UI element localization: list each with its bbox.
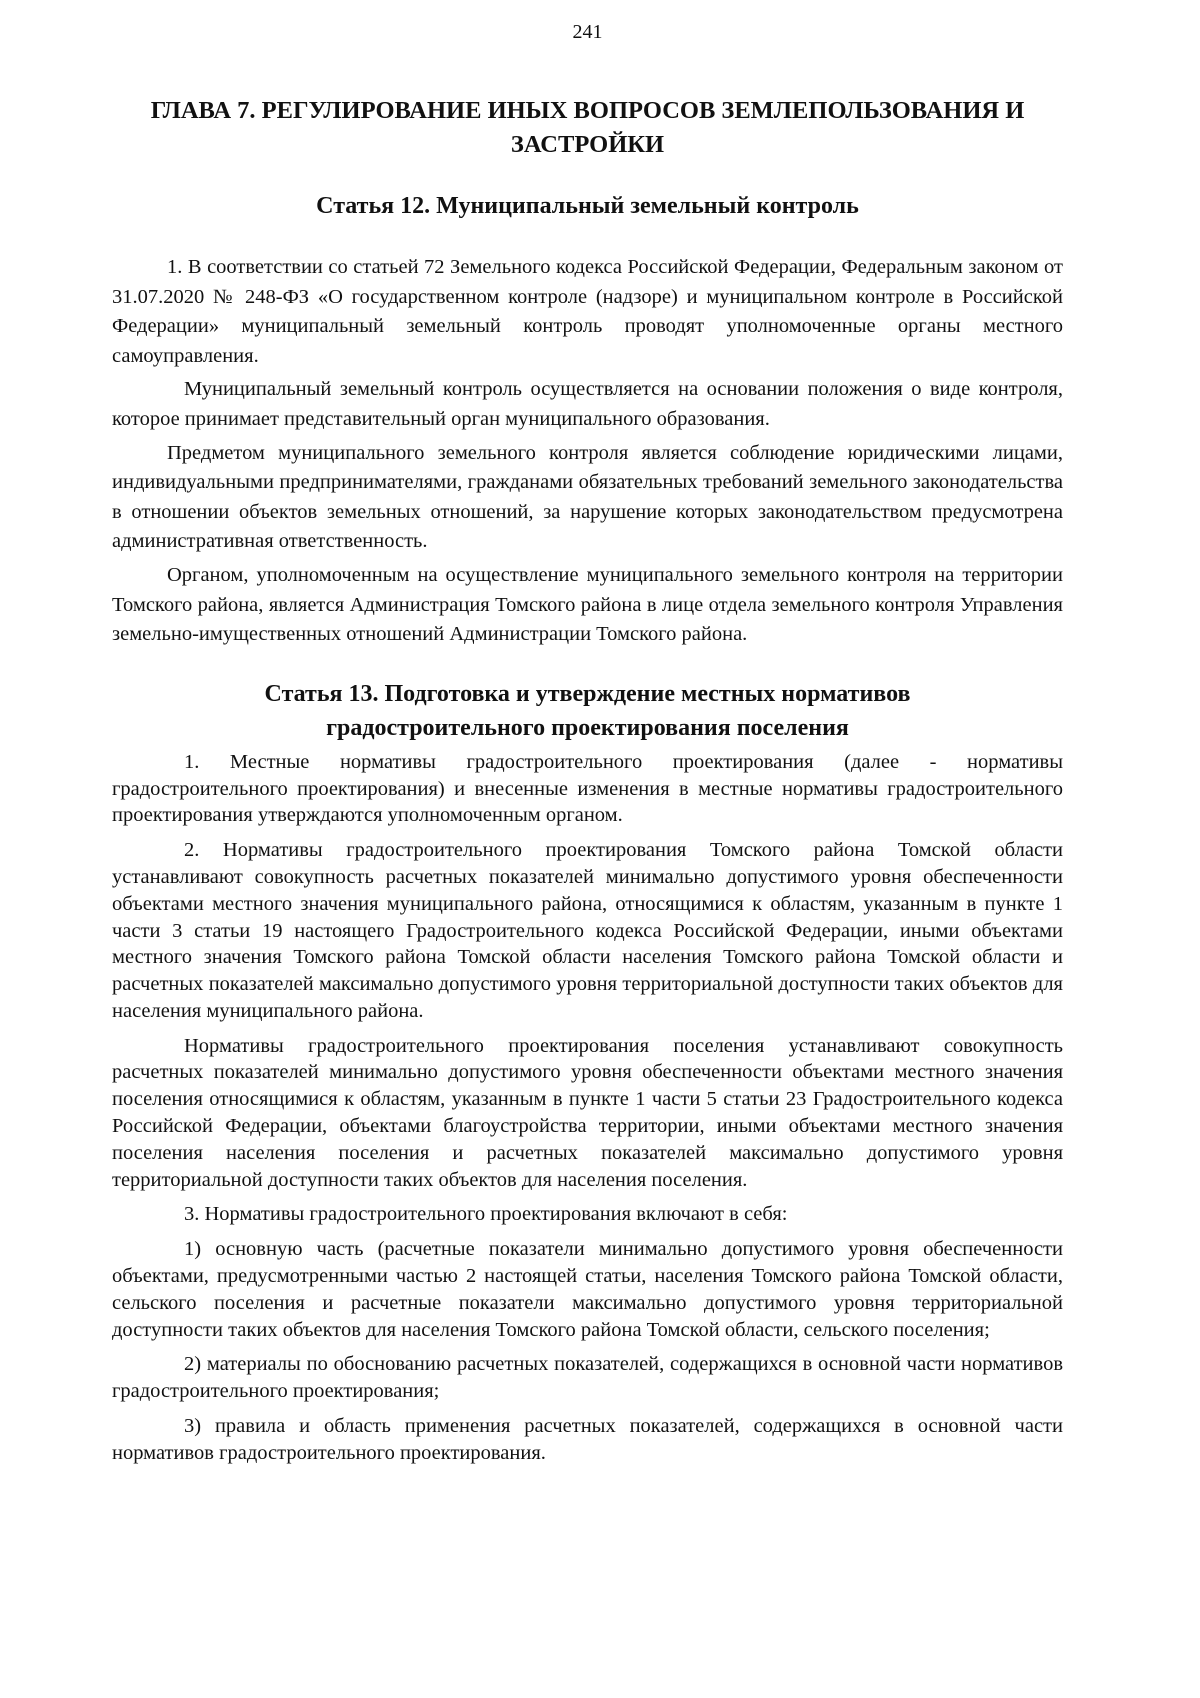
article-13-paragraph-1: 1. Местные нормативы градостроительного проектирования (далее - нормативы градостроительного проектирования) и внесенные изменения в местные нормативы градостроительного проектирования утверждаются уполномоченным органом. <box>112 750 1063 827</box>
article-12-paragraph-1: 1. В соответствии со статьей 72 Земельного кодекса Российской Федерации, Федеральным законом от 31.07.2020 № 248-ФЗ «О государственном контроле (надзоре) и муниципальном контроле в Российской Федерации» муниципальный земельный контроль проводят уполномоченные органы местного самоуправления. <box>112 256 1063 367</box>
page-number: 241 <box>572 21 603 43</box>
article-12-title: Статья 12. Муниципальный земельный контроль <box>316 193 859 219</box>
article-13-body <box>112 749 1063 1467</box>
article-13-paragraph-4: 3. Нормативы градостроительного проектирования включают в себя: <box>184 1203 788 1226</box>
article-13-title-line-1: Статья 13. Подготовка и утверждение местных нормативов <box>264 680 911 707</box>
article-12-paragraph-3: Предметом муниципального земельного контроля является соблюдение юридическими лицами, индивидуальными предпринимателями, гражданами обязательных требований земельного законодательства в отношении объектов земельных отношений, за нарушение которых законодательством предусмотрена административная ответственность. <box>112 441 1063 553</box>
article-12-body <box>112 253 1063 650</box>
article-13-title <box>112 677 1063 745</box>
article-12-paragraph-2: Муниципальный земельный контроль осуществляется на основании положения о виде контроля, которое принимает представительный орган муниципального образования. <box>112 378 1063 430</box>
article-13-list-item-1: 1) основную часть (расчетные показатели минимально допустимого уровня обеспеченности объектами, предусмотренными частью 2 настоящей статьи, населения Томского района Томской области, сельского поселения и расчетные показатели максимально допустимого уровня территориальной доступности таких объектов для населения Томского района Томской области, сельского поселения; <box>112 1238 1063 1341</box>
article-13-list-item-2: 2) материалы по обоснованию расчетных показателей, содержащихся в основной части нормативов градостроительного проектирования; <box>112 1353 1063 1403</box>
article-12-paragraph-4: Органом, уполномоченным на осуществление муниципального земельного контроля на территории Томского района, является Администрация Томского района в лице отдела земельного контроля Управления земельно-имущественных отношений Администрации Томского района. <box>112 563 1063 646</box>
article-13-title-line-2: градостроительного проектирования поселения <box>326 714 849 741</box>
chapter-title: ГЛАВА 7. РЕГУЛИРОВАНИЕ ИНЫХ ВОПРОСОВ ЗЕМЛЕПОЛЬЗОВАНИЯ И ЗАСТРОЙКИ <box>150 97 1025 158</box>
article-13-paragraph-3: Нормативы градостроительного проектирования поселения устанавливают совокупность расчетных показателей минимально допустимого уровня обеспеченности объектами местного значения поселения относящимися к областям, указанным в пункте 1 части 5 статьи 23 Градостроительного кодекса Российской Федерации, объектами благоустройства территории, иными объектами местного значения поселения населения поселения и расчетных показателей максимально допустимого уровня территориальной доступности таких объектов для населения поселения. <box>112 1034 1063 1191</box>
article-13-paragraph-2: 2. Нормативы градостроительного проектирования Томского района Томской области устанавливают совокупность расчетных показателей минимально допустимого уровня обеспеченности объектами местного значения муниципального района, относящимися к областям, указанным в пункте 1 части 3 статьи 19 настоящего Градостроительного кодекса Российской Федерации, иными объектами местного значения Томского района Томской области населения Томского района Томской области и расчетных показателей максимально допустимого уровня территориальной доступности таких объектов для населения муниципального района. <box>112 839 1063 1022</box>
article-13-list-item-3: 3) правила и область применения расчетных показателей, содержащихся в основной части нормативов градостроительного проектирования. <box>112 1415 1063 1464</box>
